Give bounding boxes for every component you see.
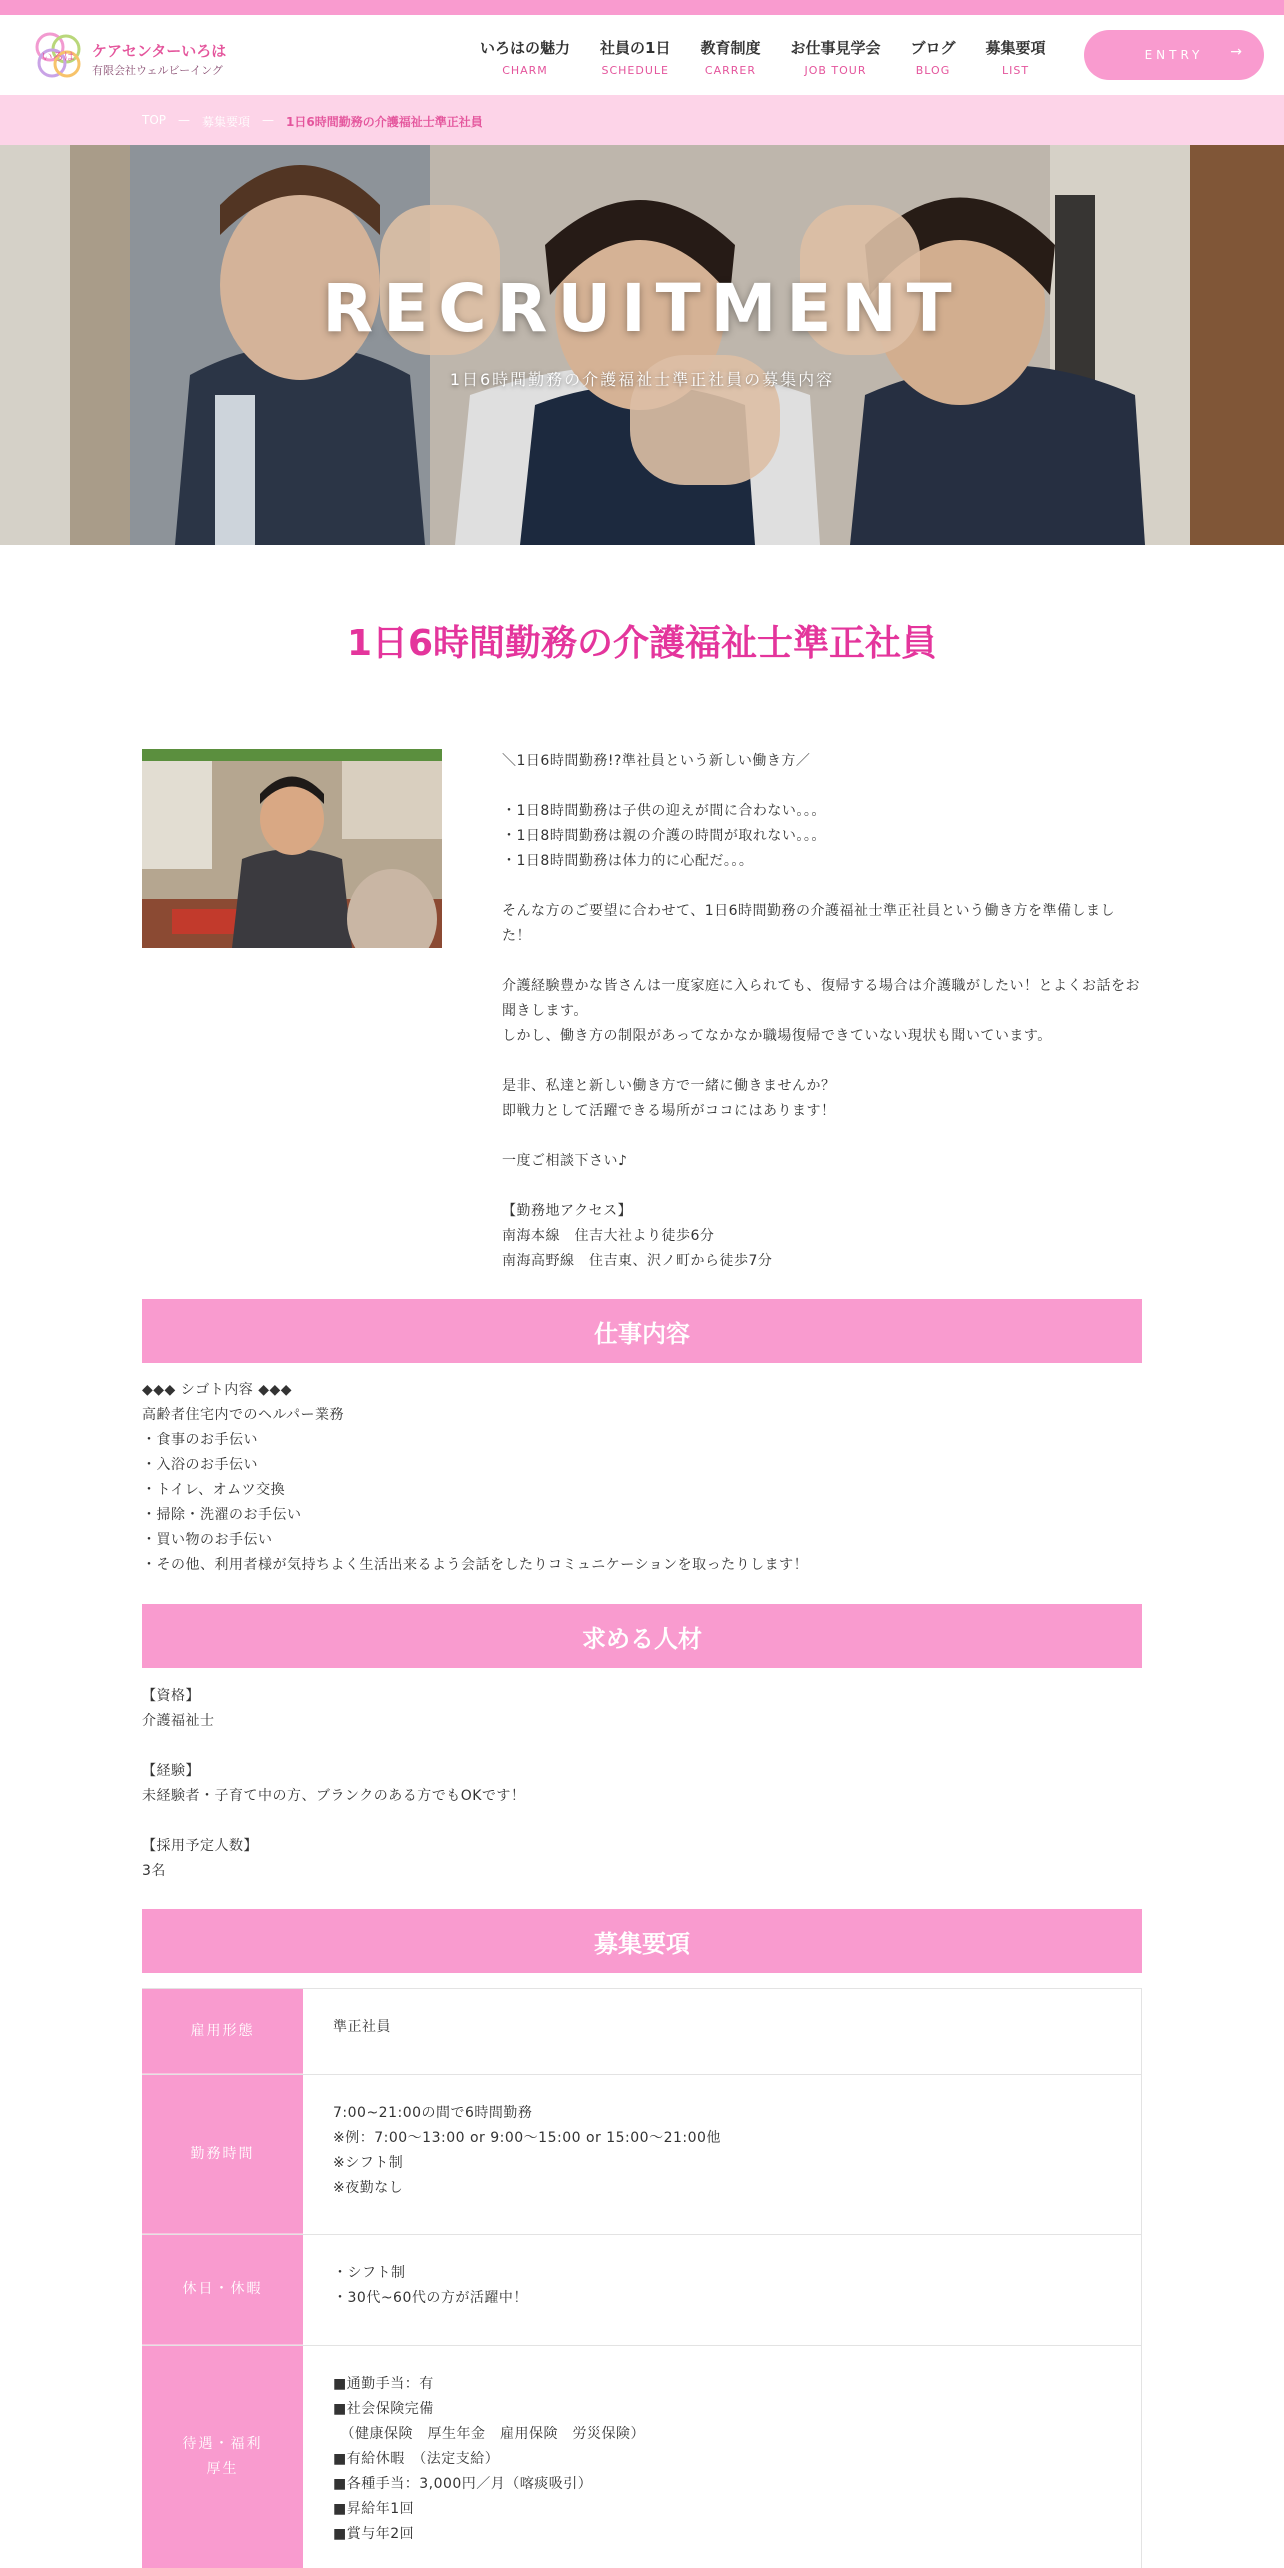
table-row-label: 休日・休暇 [142, 2235, 303, 2345]
section-heading-job: 仕事内容 [142, 1299, 1142, 1363]
nav-label: 社員の1日 [600, 39, 671, 57]
talent-line: 未経験者・子育て中の方、ブランクのある方でもOKです！ [142, 1788, 526, 1804]
talent-line: 【採用予定人数】 [142, 1838, 258, 1854]
arrow-right-icon: → [1230, 44, 1242, 60]
breadcrumb [142, 113, 495, 130]
nav-label: 募集要項 [985, 39, 1046, 57]
nav-sublabel: SCHEDULE [601, 64, 669, 77]
table-row-value [303, 1989, 1141, 2074]
intro-line [502, 949, 1142, 974]
nav-sublabel: CHARM [502, 64, 548, 77]
hero-title: RECRUITMENT [322, 270, 962, 347]
nav-item-schedule[interactable] [600, 37, 670, 77]
nav-label: 教育制度 [700, 39, 761, 57]
job-line: ・トイレ、オムツ交換 [142, 1482, 286, 1498]
nav-label: ブログ [910, 39, 956, 57]
table-row-employment [142, 1989, 1142, 2075]
logo-title: ケアセンターいろは [92, 42, 227, 60]
job-line: 高齢者住宅内でのヘルパー業務 [142, 1407, 345, 1423]
job-line: ・買い物のお手伝い [142, 1532, 273, 1548]
site-header [0, 15, 1284, 95]
value-line: ■賞与年2回 [333, 2526, 415, 2542]
nav-item-blog[interactable] [910, 37, 955, 77]
breadcrumb-bar [0, 95, 1284, 145]
talent-description [142, 1684, 1142, 1884]
hero-subtitle: 1日6時間勤務の介護福祉士準正社員の募集内容 [449, 370, 835, 389]
table-row-label: 勤務時間 [142, 2075, 303, 2234]
talent-line: 【資格】 [142, 1688, 200, 1704]
value-line: （健康保険 厚生年金 雇用保険 労災保険） [333, 2426, 645, 2442]
logo-mark-text: いろは [41, 50, 75, 63]
intro-line: 一度ご相談下さい♪ [502, 1153, 628, 1169]
intro-line: 是非、私達と新しい働き方で一緒に働きませんか？ [502, 1078, 836, 1094]
nav-sublabel: CARRER [704, 64, 756, 77]
intro-line: ・1日8時間勤務は体力的に心配だ。。。 [502, 853, 754, 869]
intro-line [502, 1174, 1142, 1199]
intro-line: 南海本線 住吉大社より徒歩6分 [502, 1228, 715, 1244]
nav-item-charm[interactable] [480, 37, 570, 77]
page-title: 1日6時間勤務の介護福祉士準正社員 [346, 623, 938, 664]
intro-line: 介護経験豊かな皆さんは一度家庭に入られても、復帰する場合は介護職がしたい！とよくお話をお聞きします。 [502, 978, 1140, 1019]
breadcrumb-separator: — [178, 113, 191, 127]
nav-label: いろはの魅力 [480, 39, 571, 57]
value-line: ※夜勤なし [333, 2180, 404, 2196]
section-heading-talent: 求める人材 [142, 1604, 1142, 1668]
nav-sublabel: JOB TOUR [804, 64, 867, 77]
nav-sublabel: BLOG [915, 64, 951, 77]
job-line: ・掃除・洗濯のお手伝い [142, 1507, 302, 1523]
logo-flower-icon [30, 27, 86, 83]
intro-line [502, 1124, 1142, 1149]
intro-photo-caregiver [142, 749, 442, 948]
intro-line: ・1日8時間勤務は親の介護の時間が取れない。。。 [502, 828, 826, 844]
job-line: ・その他、利用者様が気持ちよく生活出来るよう会話をしたりコミュニケーションを取ったりします！ [142, 1557, 809, 1573]
site-logo[interactable] [30, 23, 230, 85]
hero-banner [0, 145, 1284, 545]
value-line: ・30代~60代の方が活躍中！ [333, 2290, 528, 2306]
entry-button-label: ENTRY [1144, 48, 1204, 62]
intro-line: ＼1日6時間勤務!?準社員という新しい働き方／ [502, 753, 811, 769]
job-line: ・入浴のお手伝い [142, 1457, 258, 1473]
job-description [142, 1378, 1142, 1578]
top-accent-stripe [0, 0, 1284, 15]
entry-button[interactable] [1084, 30, 1264, 80]
intro-text [502, 749, 1142, 1274]
table-row-value [303, 2235, 1141, 2345]
nav-item-list[interactable] [986, 37, 1046, 77]
intro-line: ・1日8時間勤務は子供の迎えが間に合わない。。。 [502, 803, 826, 819]
value-line: ■各種手当：3,000円／月（喀痰吸引） [333, 2476, 593, 2492]
talent-line: 介護福祉士 [142, 1713, 215, 1729]
table-row-label: 雇用形態 [142, 1989, 303, 2074]
table-row-benefits [142, 2346, 1142, 2568]
value-line: 準正社員 [333, 2019, 391, 2035]
table-row-label: 待遇・福利 厚生 [142, 2346, 303, 2568]
value-line: ■有給休暇 （法定支給） [333, 2451, 500, 2467]
logo-subtitle: 有限会社ウェルビーイング [92, 64, 223, 77]
value-line: ※例：7:00～13:00 or 9:00～15:00 or 15:00～21:00他 [333, 2130, 721, 2146]
table-row-value [303, 2075, 1141, 2234]
table-row-hours [142, 2075, 1142, 2235]
talent-line: 【経験】 [142, 1763, 200, 1779]
value-line: ※シフト制 [333, 2155, 404, 2171]
value-line: ■昇給年1回 [333, 2501, 415, 2517]
intro-line: しかし、働き方の制限があってなかなか職場復帰できていない現状も聞いています。 [502, 1028, 1052, 1044]
nav-item-carrer[interactable] [700, 37, 760, 77]
intro-line: 即戦力として活躍できる場所がココにはあります！ [502, 1103, 836, 1119]
intro-line: 【勤務地アクセス】 [502, 1203, 633, 1219]
nav-item-job-tour[interactable] [790, 37, 880, 77]
global-nav [480, 37, 1076, 77]
talent-line [142, 1734, 1142, 1759]
intro-line: 南海高野線 住吉東、沢ノ町から徒歩7分 [502, 1253, 773, 1269]
table-row-holidays [142, 2235, 1142, 2346]
table-row-value [303, 2346, 1141, 2568]
value-line: 7:00~21:00の間で6時間勤務 [333, 2105, 533, 2121]
value-line: ・シフト制 [333, 2265, 406, 2281]
caregiver-photo-image [142, 749, 442, 948]
talent-line [142, 1809, 1142, 1834]
intro-line [502, 874, 1142, 899]
breadcrumb-separator: — [262, 113, 275, 127]
breadcrumb-current: 1日6時間勤務の介護福祉士準正社員 [286, 115, 483, 129]
nav-label: お仕事見学会 [790, 39, 881, 57]
job-line: ◆◆◆ シゴト内容 ◆◆◆ [142, 1382, 292, 1398]
intro-line: そんな方のご要望に合わせて、1日6時間勤務の介護福祉士準正社員という働き方を準備しました！ [502, 903, 1116, 944]
breadcrumb-link-list[interactable]: 募集要項 [202, 115, 251, 129]
intro-line [502, 774, 1142, 799]
intro-line [502, 1049, 1142, 1074]
value-line: ■通勤手当：有 [333, 2376, 434, 2392]
section-heading-requirements: 募集要項 [142, 1909, 1142, 1973]
requirements-table [142, 1988, 1142, 2568]
breadcrumb-link-top[interactable]: TOP [142, 113, 167, 127]
job-line: ・食事のお手伝い [142, 1432, 258, 1448]
value-line: ■社会保険完備 [333, 2401, 434, 2417]
nav-sublabel: LIST [1001, 64, 1030, 77]
talent-line: 3名 [142, 1863, 166, 1879]
